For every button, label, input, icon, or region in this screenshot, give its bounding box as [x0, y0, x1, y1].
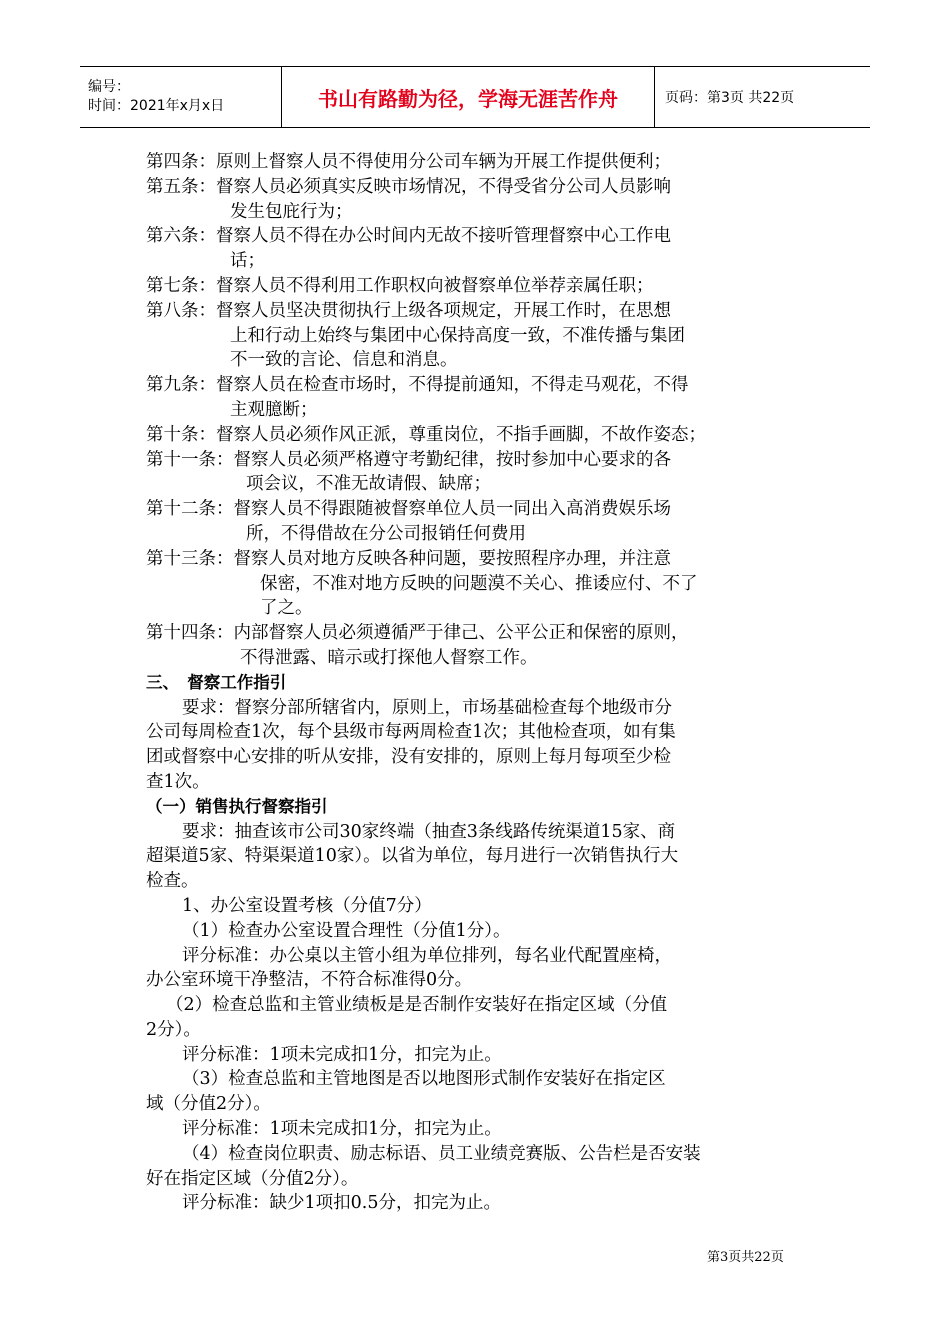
page-header: [80, 66, 870, 128]
article-14-cont: 不得泄露、暗示或打探他人督察工作。: [240, 647, 538, 668]
section-heading-3: 三、 督察工作指引: [146, 672, 287, 692]
paragraph-line: 要求：抽查该市公司30家终端（抽查3条线路传统渠道15家、商: [182, 821, 676, 842]
sub-item: （3）检查总监和主管地图是否以地图形式制作安装好在指定区: [182, 1069, 666, 1090]
article-13: 第十三条：督察人员对地方反映各种问题，要按照程序办理，并注意: [146, 548, 671, 569]
header-meta: [80, 67, 281, 127]
sub-item: （2）检查总监和主管业绩板是是否制作安装好在指定区域（分值: [166, 995, 668, 1016]
article-9: 第九条：督察人员在检查市场时，不得提前通知，不得走马观花，不得: [146, 375, 689, 396]
article-6-cont: 话；: [230, 251, 265, 272]
article-10: 第十条：督察人员必须作风正派，尊重岗位，不指手画脚，不故作姿态；: [146, 424, 706, 445]
paragraph-line: 检查。: [146, 871, 199, 892]
sub-item: （1）检查办公室设置合理性（分值1分）。: [182, 920, 511, 941]
article-12: 第十二条：督察人员不得跟随被督察单位人员一同出入高消费娱乐场: [146, 499, 671, 520]
item-heading: 1、办公室设置考核（分值7分）: [182, 895, 432, 916]
article-8-cont-2: 不一致的言论、信息和消息。: [230, 350, 458, 371]
article-11-cont: 项会议，不准无故请假、缺席；: [246, 474, 491, 495]
paragraph-line: 团或督察中心安排的听从安排，没有安排的，原则上每月每项至少检: [146, 747, 671, 768]
article-6: 第六条：督察人员不得在办公时间内无故不接听管理督察中心工作电: [146, 226, 671, 247]
scoring-line: 评分标准：1项未完成扣1分，扣完为止。: [182, 1119, 502, 1140]
article-7: 第七条：督察人员不得利用工作职权向被督察单位举荐亲属任职；: [146, 275, 654, 296]
article-12-cont: 所，不得借故在分公司报销任何费用: [246, 523, 526, 544]
sub-item-cont: 域（分值2分）。: [146, 1094, 271, 1115]
page-label: 页码：第3页 共22页: [665, 90, 795, 106]
header-motto: [281, 67, 655, 127]
code-label: 编号：: [88, 79, 130, 95]
paragraph-line: 公司每周检查1次，每个县级市每两周检查1次；其他检查项，如有集: [146, 722, 676, 743]
article-9-cont: 主观臆断；: [230, 399, 318, 420]
paragraph-line: 超渠道5家、特渠渠道10家）。以省为单位，每月进行一次销售执行大: [146, 846, 679, 867]
document-body: [146, 150, 814, 1216]
article-13-cont-1: 保密，不准对地方反映的问题漠不关心、推诿应付、不了: [260, 573, 698, 594]
subsection-heading-1: （一）销售执行督察指引: [146, 796, 328, 816]
paragraph-line: 查1次。: [146, 771, 210, 792]
scoring-line: 评分标准：1项未完成扣1分，扣完为止。: [182, 1044, 502, 1065]
article-14: 第十四条：内部督察人员必须遵循严于律己、公平公正和保密的原则，: [146, 623, 689, 644]
article-8: 第八条：督察人员坚决贯彻执行上级各项规定，开展工作时，在思想: [146, 300, 671, 321]
date-label: 时间：2021年x月x日: [88, 98, 225, 114]
article-13-cont-2: 了之。: [260, 598, 313, 619]
page-footer: 第3页共22页: [707, 1250, 784, 1265]
sub-item-cont: 2分）。: [146, 1019, 201, 1040]
article-5: 第五条：督察人员必须真实反映市场情况，不得受省分公司人员影响: [146, 176, 671, 197]
scoring-line: 评分标准：办公桌以主管小组为单位排列，每名业代配置座椅，: [182, 945, 672, 966]
sub-item: （4）检查岗位职责、励志标语、员工业绩竞赛版、公告栏是否安装: [182, 1143, 701, 1164]
article-11: 第十一条：督察人员必须严格遵守考勤纪律，按时参加中心要求的各: [146, 449, 671, 470]
scoring-line: 办公室环境干净整洁，不符合标准得0分。: [146, 970, 473, 991]
scoring-line: 评分标准：缺少1项扣0.5分，扣完为止。: [182, 1193, 501, 1214]
sub-item-cont: 好在指定区域（分值2分）。: [146, 1168, 359, 1189]
header-page: [655, 67, 870, 127]
paragraph-line: 要求：督察分部所辖省内，原则上，市场基础检查每个地级市分: [182, 697, 672, 718]
motto-text: 书山有路勤为径，学海无涯苦作舟: [318, 86, 618, 111]
article-4: 第四条：原则上督察人员不得使用分公司车辆为开展工作提供便利；: [146, 152, 671, 172]
article-5-cont: 发生包庇行为；: [230, 201, 353, 222]
article-8-cont-1: 上和行动上始终与集团中心保持高度一致，不准传播与集团: [230, 325, 685, 346]
